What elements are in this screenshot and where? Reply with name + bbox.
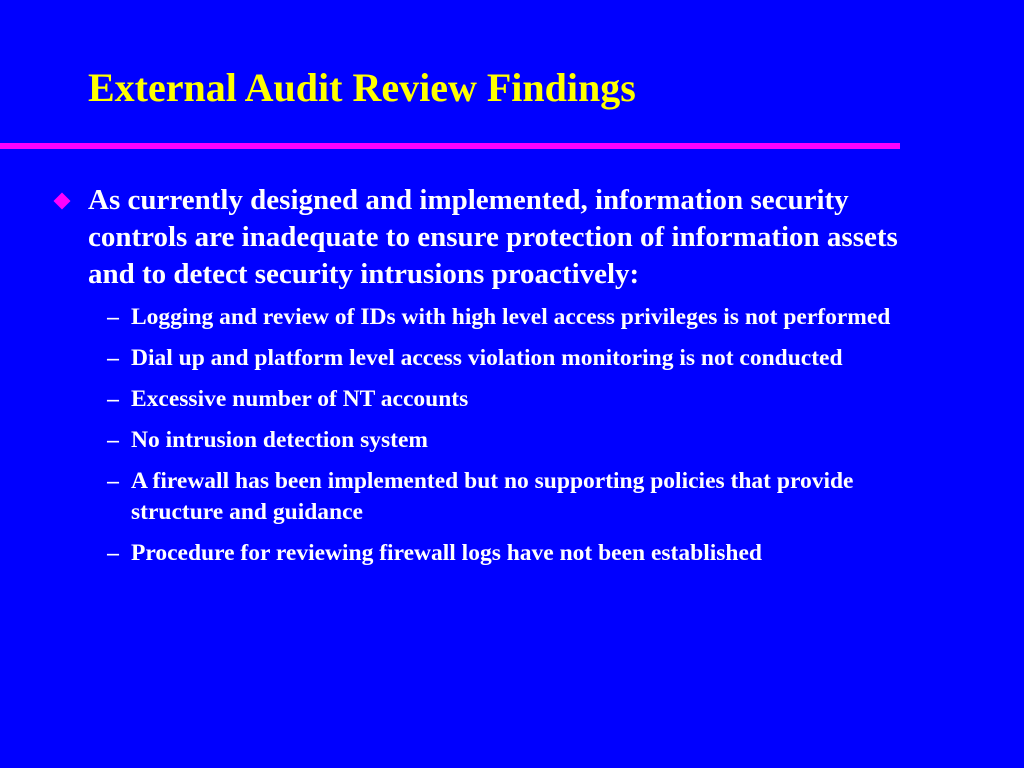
sub-bullet-text: Procedure for reviewing firewall logs have not been established	[131, 540, 762, 566]
slide-title: External Audit Review Findings	[88, 65, 636, 110]
sub-bullet-item	[0, 538, 1024, 569]
sub-bullet-list	[0, 302, 1024, 569]
main-bullet-text: As currently designed and implemented, information security controls are inadequate to ensure protection of information assets and to detect security intrusions proactively:	[88, 184, 898, 290]
dash-bullet-icon: –	[107, 468, 119, 494]
main-bullet-item	[0, 182, 1024, 293]
dash-bullet-icon: –	[107, 304, 119, 330]
dash-bullet-icon: –	[107, 345, 119, 371]
slide-content	[0, 182, 1024, 579]
diamond-bullet-icon	[54, 193, 71, 210]
dash-bullet-icon: –	[107, 386, 119, 412]
sub-bullet-text: Excessive number of NT accounts	[131, 386, 469, 412]
sub-bullet-item	[0, 343, 1024, 374]
sub-bullet-text: No intrusion detection system	[131, 427, 428, 453]
dash-bullet-icon: –	[107, 427, 119, 453]
title-divider	[0, 143, 900, 149]
sub-bullet-item	[0, 466, 1024, 528]
sub-bullet-item	[0, 425, 1024, 456]
sub-bullet-item	[0, 302, 1024, 333]
sub-bullet-item	[0, 384, 1024, 415]
sub-bullet-text: A firewall has been implemented but no supporting policies that provide structure and guidance	[131, 468, 854, 525]
dash-bullet-icon: –	[107, 540, 119, 566]
sub-bullet-text: Logging and review of IDs with high level access privileges is not performed	[131, 304, 891, 330]
sub-bullet-text: Dial up and platform level access violation monitoring is not conducted	[131, 345, 843, 371]
